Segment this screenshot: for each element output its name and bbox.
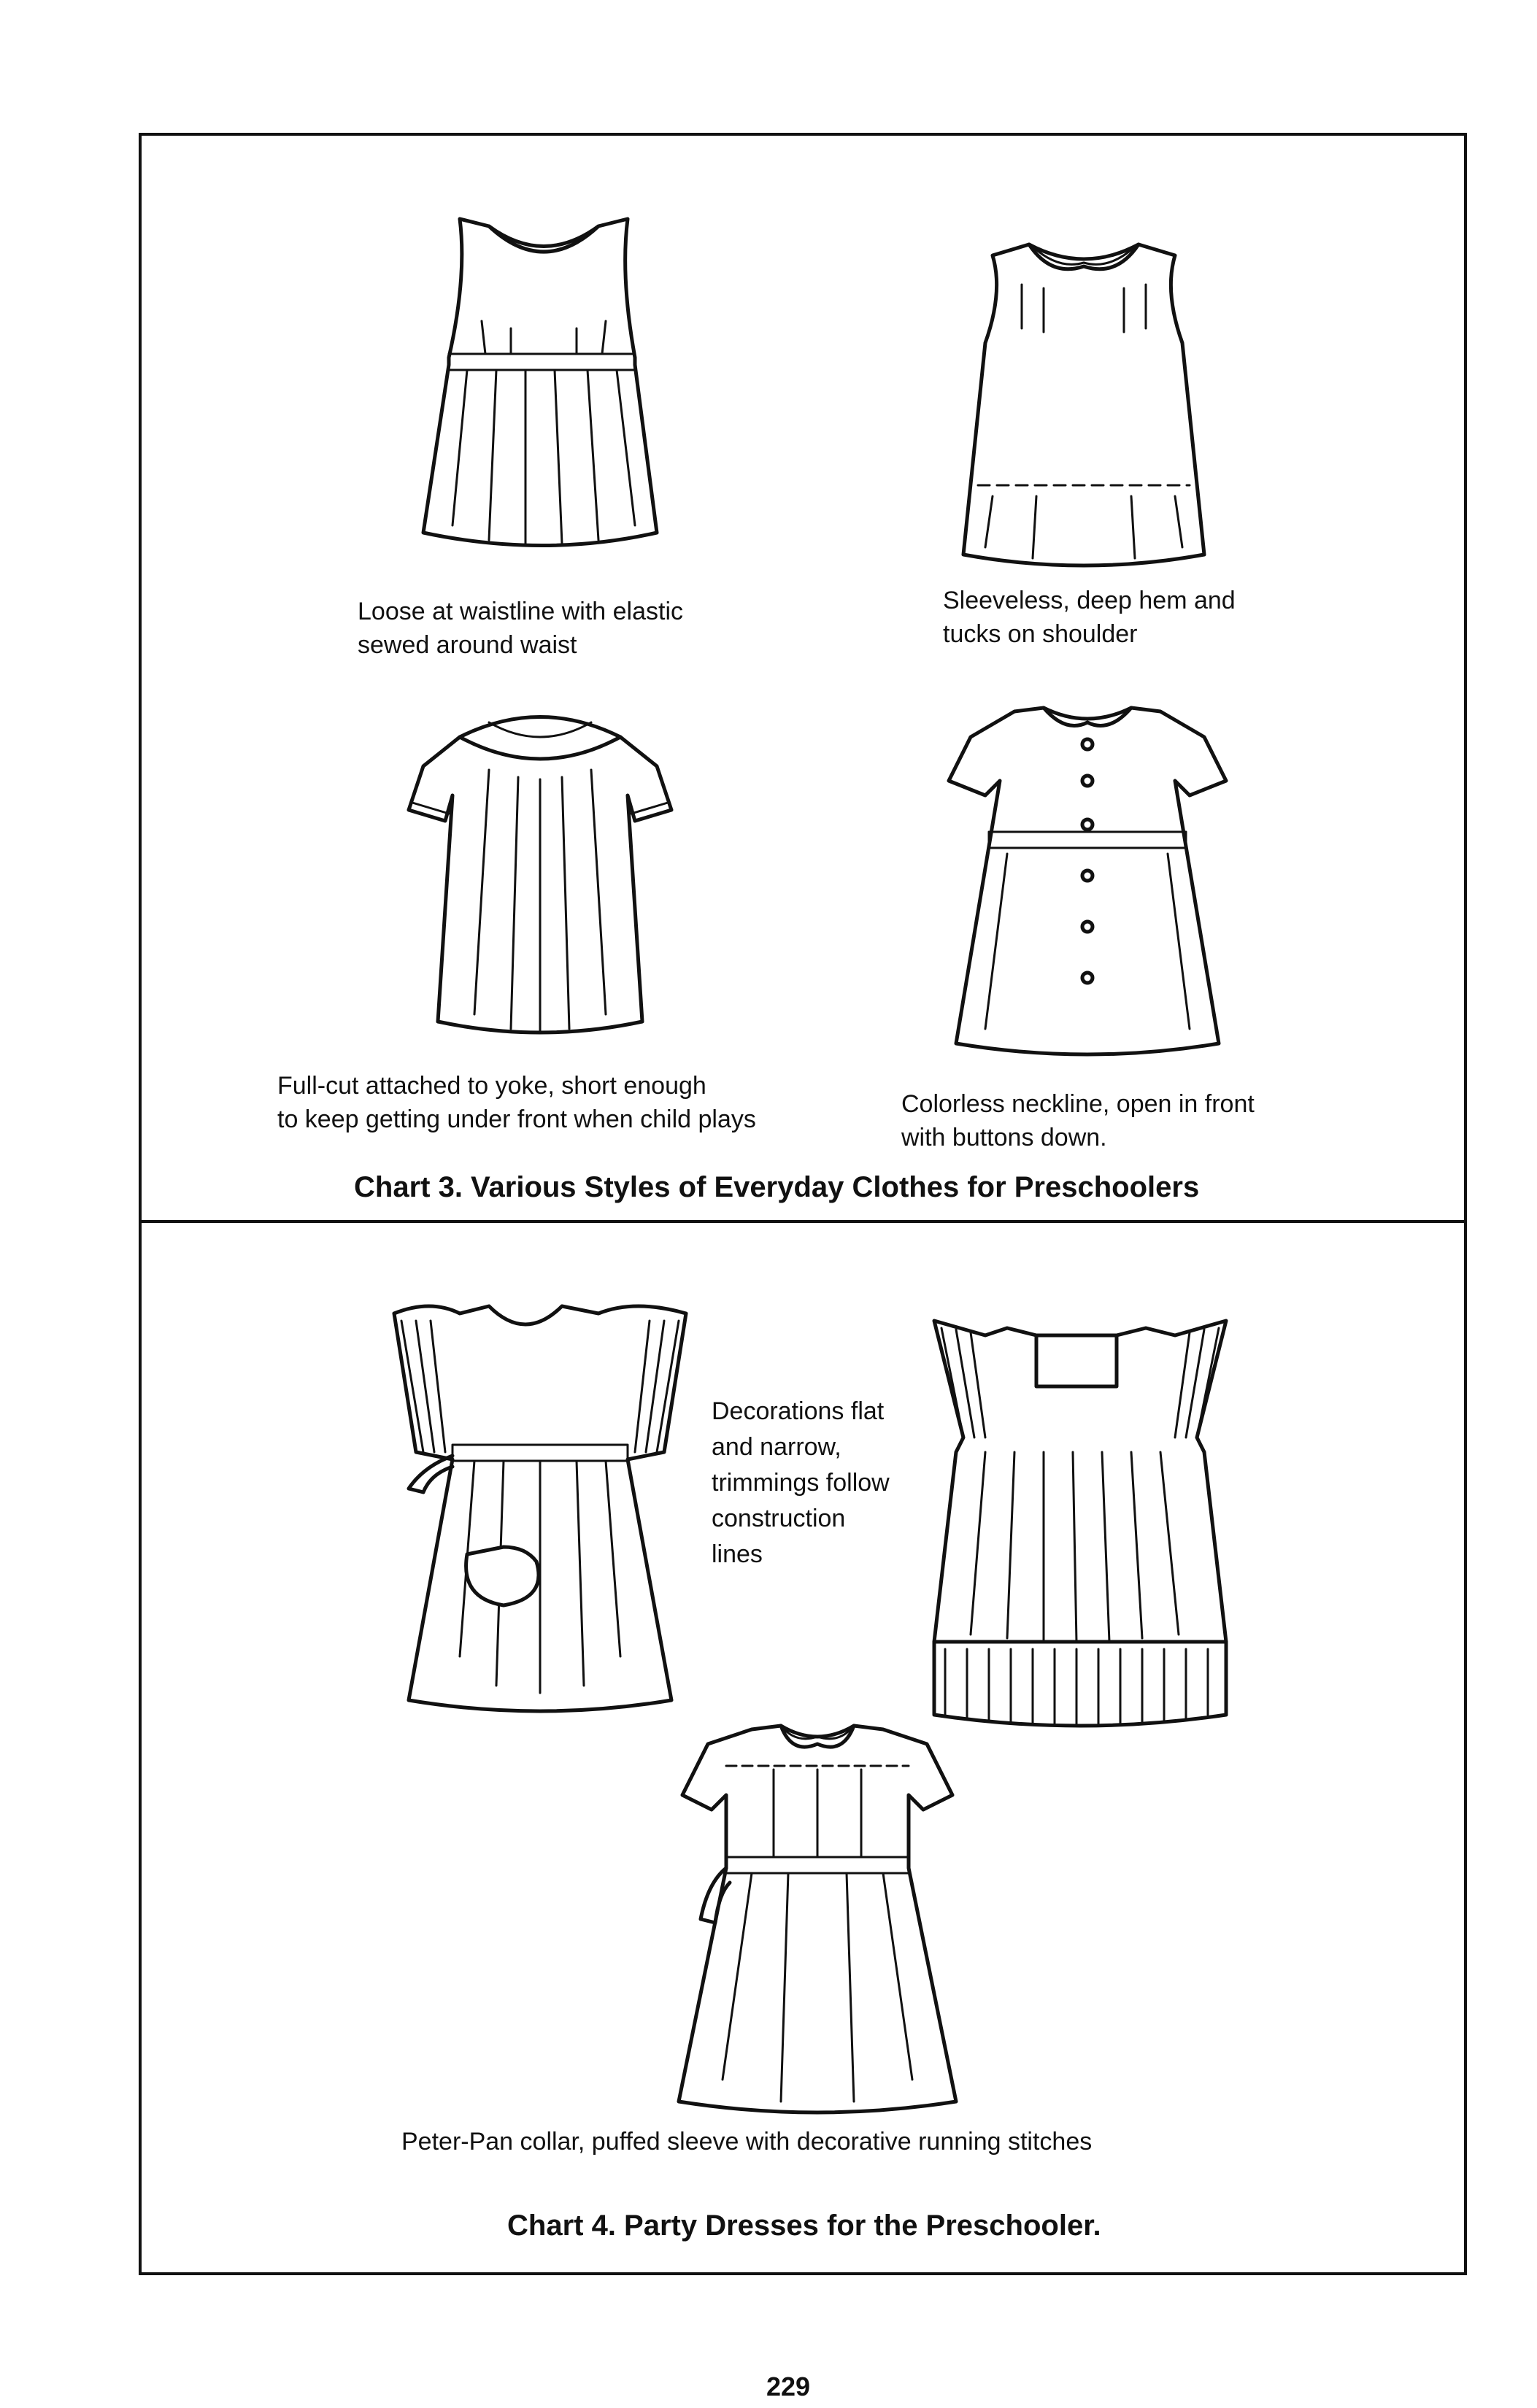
caption-line: with buttons down.: [901, 1124, 1107, 1151]
caption-buttons: [901, 1087, 1255, 1154]
caption-peter-pan: Peter-Pan collar, puffed sleeve with decorative running stitches: [401, 2128, 1093, 2156]
caption-line: sewed around waist: [358, 631, 577, 659]
caption-line: Colorless neckline, open in front: [901, 1090, 1255, 1118]
caption-line: tucks on shoulder: [943, 620, 1138, 648]
pinafore-pleated-hem-illustration: [927, 1306, 1233, 1729]
caption-yoke: [277, 1069, 756, 1136]
caption-elastic-waist: [358, 595, 683, 662]
caption-line: Loose at waistline with elastic: [358, 598, 684, 625]
chart-divider: [139, 1220, 1467, 1223]
peter-pan-collar-dress-illustration: [664, 1715, 971, 2123]
caption-line: construction: [712, 1505, 846, 1532]
pinafore-with-pocket-illustration: [380, 1292, 701, 1729]
caption-line: lines: [712, 1540, 763, 1568]
caption-decorations: [712, 1394, 890, 1572]
caption-line: Decorations flat: [712, 1397, 885, 1425]
dress-sleeveless-deep-hem-illustration: [949, 234, 1219, 569]
chart-3-title: Chart 3. Various Styles of Everyday Clothes for Preschoolers: [354, 1171, 1200, 1203]
caption-line: to keep getting under front when child plays: [277, 1105, 756, 1133]
caption-line: trimmings follow: [712, 1469, 890, 1497]
caption-line: Sleeveless, deep hem and: [943, 587, 1236, 614]
caption-line: Full-cut attached to yoke, short enough: [277, 1072, 706, 1100]
caption-line: and narrow,: [712, 1433, 841, 1461]
dress-buttoned-front-illustration: [934, 701, 1241, 1065]
dress-elastic-waist-illustration: [409, 212, 679, 576]
page-number: 229: [766, 2372, 811, 2401]
chart-4-title: Chart 4. Party Dresses for the Preschooler.: [507, 2210, 1101, 2242]
dress-yoke-full-cut-illustration: [394, 701, 686, 1043]
caption-sleeveless: [943, 584, 1236, 651]
